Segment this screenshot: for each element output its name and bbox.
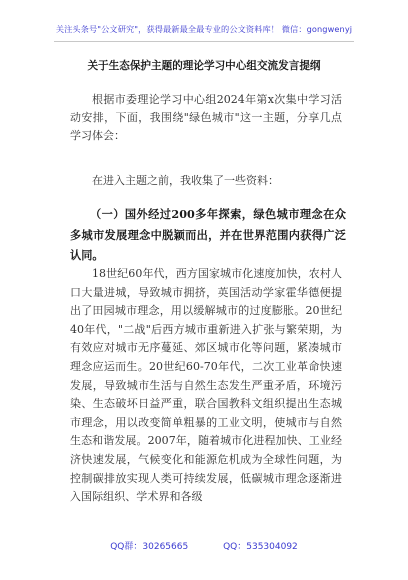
section-heading: （一）国外经过200多年探索，绿色城市理念在众多城市发展理念中脱颖而出，并在世界范围内获得广泛认同。 [70,207,346,262]
lead-in-paragraph: 在进入主题之前，我收集了一些资料： [92,174,279,187]
intro-paragraph: 根据市委理论学习中心组2024年第x次集中学习活动安排，下面，我围绕"绿色城市"这一主题，分享几点学习体会： [70,93,342,142]
contact-footer [0,539,408,552]
qq-number: QQ：535304092 [223,542,298,552]
banner-divider [54,41,354,42]
document-title: 关于生态保护主题的理论学习中心组交流发言提纲 [87,60,321,72]
promo-banner: 关注头条号"公文研究"，获得最新最全最专业的公文资料库！ 微信：gongwenyj [55,24,353,34]
qq-group-number: QQ群：30265665 [110,542,189,552]
history-paragraph: 18世纪60年代，西方国家城市化速度加快，农村人口大量进城，导致城市拥挤，英国活动学家霍华德便提出了田园城市理念，用以缓解城市的过度膨胀。20世纪40年代，"二战"后西方城市重新进入扩张与繁荣期，为有效应对城市无序蔓延、郊区城市化等问题，紧凑城市理念应运而生。20世纪60-70年代，二次工业革命快速发展，导致城市生活与自然生态发生严重矛盾，环境污染、生态破坏日益严重，联合国教科文组织提出生态城市理念，用以改变简单粗暴的工业文明，使城市与自然生态和谐发展。2007年，随着城市化进程加快、工业经济快速发展，气候变化和能源危机成为全球性问题，为控制碳排放实现人类可持续发展，低碳城市理念逐渐进入国际组织、学术界和各级 [70,267,342,504]
